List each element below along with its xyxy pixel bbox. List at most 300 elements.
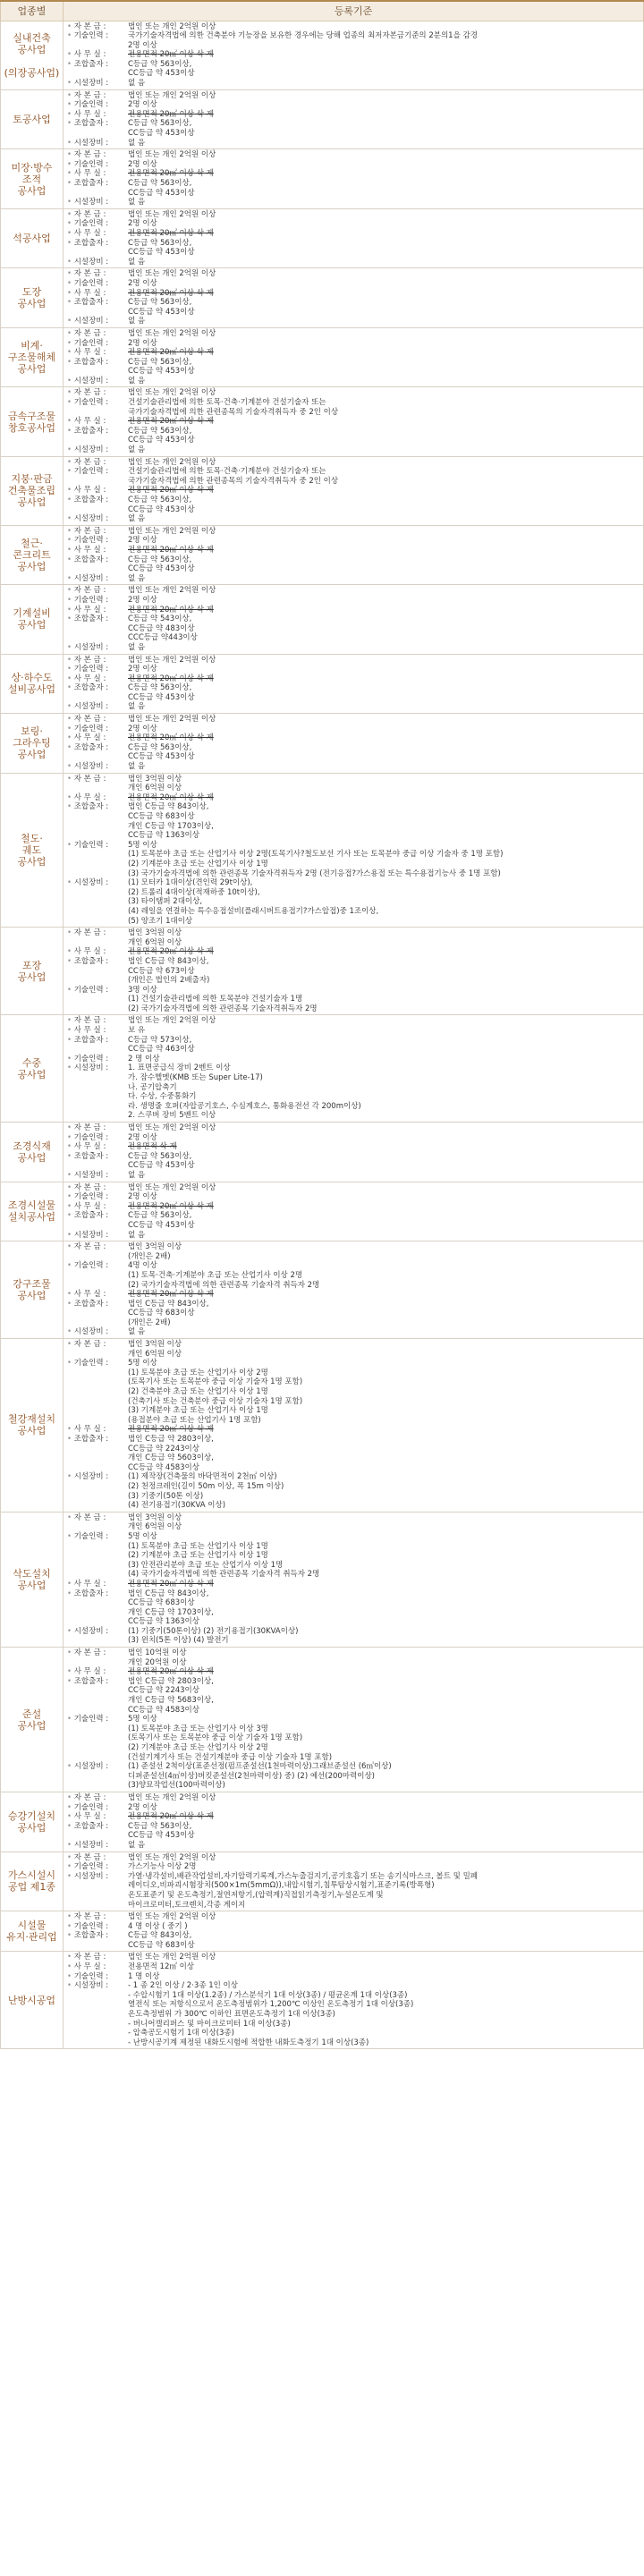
criteria-value: 없 음 bbox=[128, 376, 146, 386]
criteria-label: • 자 본 금 : bbox=[67, 91, 128, 101]
criteria-item bbox=[67, 1183, 640, 1193]
criteria-value: 법인 3억원 이상 개인 6억원 이상 bbox=[128, 1340, 182, 1359]
criteria-label: • 자 본 금 : bbox=[67, 269, 128, 279]
criteria-item bbox=[67, 1762, 640, 1791]
criteria-value: (1) 제작장(건축물의 바닥면적이 2천㎡ 이상) (2) 천정크레인(길이 50m 이상, 폭 15m 이상) (3) 기중기(50톤 이상) (4) 전기용접기(30KVA 이상) bbox=[128, 1472, 284, 1511]
criteria-value: 2명 이상 bbox=[128, 278, 157, 288]
table-row bbox=[1, 1123, 644, 1182]
table-row bbox=[1, 585, 644, 654]
criteria-item bbox=[67, 348, 640, 358]
criteria-item bbox=[67, 150, 640, 160]
criteria-label: • 시설장비 : bbox=[67, 198, 128, 208]
criteria-item bbox=[67, 1953, 640, 1962]
industry-name: 철강재설치 공사업 bbox=[1, 1339, 64, 1513]
criteria-cell bbox=[64, 1792, 644, 1852]
header-industry: 업종별 bbox=[1, 1, 64, 21]
criteria-value: 2명 이상 bbox=[128, 338, 157, 348]
criteria-cell bbox=[64, 1015, 644, 1123]
criteria-label: • 조합출자 : bbox=[67, 614, 128, 643]
criteria-item bbox=[67, 377, 640, 386]
criteria-value: 없 음 bbox=[128, 79, 146, 89]
criteria-value: 2명 이상 bbox=[128, 219, 157, 229]
table-row bbox=[1, 714, 644, 774]
criteria-item bbox=[67, 339, 640, 349]
criteria-item bbox=[67, 1359, 640, 1425]
criteria-cell bbox=[64, 714, 644, 774]
criteria-item bbox=[67, 1435, 640, 1472]
criteria-label: • 자 본 금 : bbox=[67, 388, 128, 398]
criteria-label: • 기술인력 : bbox=[67, 279, 128, 289]
criteria-value: 법인 또는 개인 2억원 이상 bbox=[128, 1852, 216, 1862]
criteria-label: • 조합출자 : bbox=[67, 358, 128, 377]
criteria-label: • 조합출자 : bbox=[67, 683, 128, 702]
criteria-item bbox=[67, 279, 640, 289]
criteria-label: • 사 무 실 : bbox=[67, 546, 128, 555]
criteria-label: • 기술인력 : bbox=[67, 1192, 128, 1202]
criteria-label: • 조합출자 : bbox=[67, 179, 128, 198]
table-body bbox=[1, 21, 644, 2049]
criteria-label: • 시설장비 : bbox=[67, 702, 128, 712]
criteria-value: 전용면적 20㎡ 이상 삭 제 bbox=[128, 228, 214, 238]
industry-name: 조경식재 공사업 bbox=[1, 1123, 64, 1182]
criteria-cell bbox=[64, 1512, 644, 1647]
criteria-item bbox=[67, 1580, 640, 1589]
criteria-item bbox=[67, 1677, 640, 1715]
criteria-item bbox=[67, 60, 640, 79]
table-row bbox=[1, 387, 644, 456]
criteria-label: • 사 무 실 : bbox=[67, 348, 128, 358]
criteria-label: • 시설장비 : bbox=[67, 1841, 128, 1851]
criteria-item bbox=[67, 1589, 640, 1627]
criteria-item bbox=[67, 878, 640, 926]
criteria-value: 3명 이상 (1) 건설기술관리법에 의한 토목분야 건설기술자 1명 (2) 국가기술자격법에 의한 관련종목 기술자격취득자 2명 bbox=[128, 985, 318, 1013]
table-row bbox=[1, 525, 644, 585]
criteria-value: 법인 C등급 약 2803이상, CC등급 약 2243이상 개인 C등급 약 5603이상, CC등급 약 4583이상 bbox=[128, 1435, 214, 1472]
criteria-value: 5명 이상 (1) 토목분야 초급 또는 산업기사 이상 1명 (2) 기계분야 초급 또는 산업기사 이상 1명 (3) 안전관리분야 초급 또는 산업기사 이상 1명 (4) 국가기술자격법에 의한 관련종목 기술자격 취득자 2명 bbox=[128, 1531, 320, 1580]
criteria-label: • 시설장비 : bbox=[67, 1981, 128, 2047]
criteria-item bbox=[67, 1036, 640, 1055]
industry-name: 미장·방수 조적 공사업 bbox=[1, 149, 64, 209]
criteria-label: • 시설장비 : bbox=[67, 445, 128, 455]
criteria-item bbox=[67, 1715, 640, 1762]
criteria-value: 법인 또는 개인 2억원 이상 bbox=[128, 328, 216, 338]
criteria-label: • 조합출자 : bbox=[67, 743, 128, 762]
criteria-value: C등급 약 573이상, CC등급 약 463이상 bbox=[128, 1035, 195, 1055]
criteria-label: • 기술인력 : bbox=[67, 1803, 128, 1813]
criteria-label: • 시설장비 : bbox=[67, 1627, 128, 1646]
industry-name: 토공사업 bbox=[1, 89, 64, 149]
criteria-value: 5명 이상 (1) 토목분야 초급 또는 산업기사 이상 3명 (토목기사 또는 토목분야 중급 이상 기술자 1명 포함) (2) 기계분야 초급 또는 산업기사 이상 2명 (건설기계기사 또는 건설기계분야 중급 이상 기술자 1명 포함) bbox=[128, 1715, 333, 1762]
criteria-item bbox=[67, 1133, 640, 1143]
criteria-item bbox=[67, 358, 640, 377]
criteria-label: • 사 무 실 : bbox=[67, 733, 128, 743]
criteria-item bbox=[67, 91, 640, 101]
criteria-label: • 기술인력 : bbox=[67, 596, 128, 606]
criteria-label: • 사 무 실 : bbox=[67, 417, 128, 427]
criteria-value: 법인 또는 개인 2억원 이상 bbox=[128, 655, 216, 665]
criteria-value: C등급 약 563이상, CC등급 약 453이상 bbox=[128, 496, 195, 514]
table-row bbox=[1, 149, 644, 209]
criteria-label: • 조합출자 : bbox=[67, 957, 128, 986]
criteria-value: 전용면적 20㎡ 이상 삭 제 bbox=[128, 674, 214, 683]
criteria-item bbox=[67, 119, 640, 138]
criteria-item bbox=[67, 496, 640, 514]
criteria-value: 2 명 이상 bbox=[128, 1054, 160, 1063]
criteria-item bbox=[67, 1340, 640, 1359]
criteria-label: • 자 본 금 : bbox=[67, 1123, 128, 1133]
criteria-item bbox=[67, 298, 640, 317]
criteria-value: (1) 기중기(50톤이상) (2) 전기용접기(30KVA이상) (3) 윈치(5톤 이상) (4) 발전기 bbox=[128, 1626, 299, 1646]
criteria-value: 법인 또는 개인 2억원 이상 bbox=[128, 457, 216, 467]
criteria-value: 국가기술자격법에 의한 건축분야 기능장을 보유한 경우에는 당해 업종의 최저자본금기준의 2분의1을 감경 2명 이상 bbox=[128, 31, 478, 50]
criteria-label: • 시설장비 : bbox=[67, 574, 128, 584]
industry-name: 준설 공사업 bbox=[1, 1648, 64, 1792]
criteria-value: 전용면적 20㎡ 이상 삭 제 bbox=[128, 1201, 214, 1211]
criteria-label: • 사 무 실 : bbox=[67, 169, 128, 179]
criteria-value: 전용면적 삭 제 bbox=[128, 1142, 177, 1152]
criteria-label: • 자 본 금 : bbox=[67, 527, 128, 537]
criteria-cell bbox=[64, 928, 644, 1015]
criteria-item bbox=[67, 1812, 640, 1822]
criteria-label: • 시설장비 : bbox=[67, 1231, 128, 1241]
criteria-value: 법인 또는 개인 2억원 이상 bbox=[128, 1792, 216, 1802]
criteria-value: 전용면적 20㎡ 이상 삭 제 bbox=[128, 50, 214, 60]
criteria-value: C등급 약 563이상, CC등급 약 453이상 bbox=[128, 179, 195, 198]
criteria-label: • 시설장비 : bbox=[67, 1872, 128, 1910]
criteria-value: 법인 또는 개인 2억원 이상 bbox=[128, 209, 216, 219]
criteria-value: C등급 약 563이상, CC등급 약 453이상 bbox=[128, 59, 195, 79]
criteria-item bbox=[67, 1300, 640, 1328]
criteria-value: C등급 약 563이상, CC등급 약 453이상 bbox=[128, 1211, 195, 1230]
criteria-value: 없 음 bbox=[128, 138, 146, 148]
criteria-label: • 시설장비 : bbox=[67, 1762, 128, 1791]
criteria-value: C등급 약 843이상, CC등급 약 683이상 bbox=[128, 1931, 195, 1950]
criteria-label: • 기술인력 : bbox=[67, 1261, 128, 1290]
criteria-label: • 자 본 금 : bbox=[67, 210, 128, 220]
criteria-item bbox=[67, 614, 640, 643]
criteria-value: C등급 약 563이상, CC등급 약 453이상 bbox=[128, 298, 195, 317]
criteria-item bbox=[67, 1026, 640, 1036]
criteria-value: 5명 이상 (1) 토목분야 초급 또는 산업기사 이상 2명(토목기사?철도보선 기사 또는 토목분야 중급 이상 기술자 중 1명 포함) (2) 기계분야 초급 또는 산업기사 이상 1명 (3) 국가기술자격법에 의한 관련종목 기술자격취득자 2명 (전기응접?가스용접 또는 특수용접기능사 중 1명 포함) bbox=[128, 840, 504, 878]
criteria-label: • 자 본 금 : bbox=[67, 22, 128, 32]
criteria-label: • 사 무 실 : bbox=[67, 289, 128, 299]
criteria-item bbox=[67, 1055, 640, 1064]
criteria-label: • 시설장비 : bbox=[67, 1063, 128, 1121]
criteria-label: • 기술인력 : bbox=[67, 398, 128, 417]
industry-name: 실내건축 공사업 (의장공사업) bbox=[1, 21, 64, 89]
criteria-cell bbox=[64, 327, 644, 387]
table-row bbox=[1, 1792, 644, 1852]
criteria-label: • 시설장비 : bbox=[67, 514, 128, 524]
criteria-label: • 기술인력 : bbox=[67, 100, 128, 110]
criteria-label: • 기술인력 : bbox=[67, 31, 128, 50]
criteria-item bbox=[67, 514, 640, 524]
criteria-cell bbox=[64, 1852, 644, 1911]
criteria-item bbox=[67, 398, 640, 417]
criteria-item bbox=[67, 1290, 640, 1300]
criteria-value: 법인 또는 개인 2억원 이상 bbox=[128, 269, 216, 279]
criteria-value: C등급 약 563이상, CC등급 약 453이상 bbox=[128, 742, 195, 762]
criteria-item bbox=[67, 536, 640, 546]
criteria-label: • 자 본 금 : bbox=[67, 1016, 128, 1026]
criteria-label: • 자 본 금 : bbox=[67, 150, 128, 160]
criteria-label: • 시설장비 : bbox=[67, 377, 128, 386]
criteria-label: • 시설장비 : bbox=[67, 1171, 128, 1181]
criteria-cell bbox=[64, 525, 644, 585]
criteria-value: 법인 C등급 약 843이상, CC등급 약 683이상 (개인은 2배) bbox=[128, 1299, 209, 1327]
criteria-value: 법인 또는 개인 2억원 이상 bbox=[128, 1016, 216, 1026]
criteria-item bbox=[67, 606, 640, 615]
criteria-item bbox=[67, 417, 640, 427]
industry-name: 수중 공사업 bbox=[1, 1015, 64, 1123]
criteria-value: 없 음 bbox=[128, 762, 146, 772]
criteria-item bbox=[67, 1803, 640, 1813]
criteria-cell bbox=[64, 585, 644, 654]
criteria-value: 2명 이상 bbox=[128, 595, 157, 605]
criteria-value: 법인 또는 개인 2억원 이상 bbox=[128, 1123, 216, 1132]
criteria-item bbox=[67, 1327, 640, 1337]
criteria-label: • 자 본 금 : bbox=[67, 1183, 128, 1193]
criteria-label: • 기술인력 : bbox=[67, 536, 128, 546]
criteria-label: • 조합출자 : bbox=[67, 1300, 128, 1328]
criteria-item bbox=[67, 1016, 640, 1026]
criteria-value: (1) 준설선 2척이상(표준선정(펌프준설선(1천마력이상)그래브준설선 (6㎥이상) 디퍼준설선(4㎥이상)버킷준설선(2천마력이상) 중) (2) 예선(200마력이상) (3)양묘작업선(100마력이상) bbox=[128, 1762, 392, 1791]
criteria-item bbox=[67, 546, 640, 555]
industry-name: 기계설비 공사업 bbox=[1, 585, 64, 654]
criteria-value: 법인 3억원 이상 개인 6억원 이상 bbox=[128, 774, 182, 793]
criteria-value: C등급 약 563이상, CC등급 약 453이상 bbox=[128, 1151, 195, 1171]
criteria-cell bbox=[64, 456, 644, 525]
criteria-value: - 1 종 2인 이상 / 2·3종 1인 이상 - 수압시험기 1대 이상(1.2종) / 가스분석기 1대 이상(3종) / 평균온계 1대 이상(3종) 열전식 또는 저항식으로서 온도측정범위가 1,200℃ 이상인 온도측정기 1대 이상(3종) 온도측정범위 가 300℃ 이하인 표면온도측정기 1대 이상(3종) - 버니어캘리퍼스 및 마이크로미터 1대 이상(3종) - 압축공도시험기 1대 이상(3종) - 난방시공기계 제정된 내화도시험에 적합한 내화도측정기 1대 이상(3종) bbox=[128, 1981, 414, 2047]
table-row bbox=[1, 268, 644, 328]
criteria-value: 5명 이상 (1) 토목분야 초급 또는 산업기사 이상 2명 (토목기사 또는 토목분야 중급 이상 기술자 1명 포함) (2) 건축분야 초급 또는 산업기사 이상 1명 (건축기사 또는 건축분야 중급 이상 기술자 1명 포함) (3) 기계분야 초급 또는 산업기사 이상 1명 (용접분야 초급 또는 산업기사 1명 포함) bbox=[128, 1359, 303, 1425]
criteria-cell bbox=[64, 1182, 644, 1241]
criteria-value: 법인 또는 개인 2억원 이상 bbox=[128, 388, 216, 398]
criteria-label: • 조합출자 : bbox=[67, 1152, 128, 1171]
table-row bbox=[1, 208, 644, 268]
criteria-label: • 조합출자 : bbox=[67, 1931, 128, 1950]
industry-name: 가스시설시 공업 제1종 bbox=[1, 1852, 64, 1911]
criteria-cell bbox=[64, 1648, 644, 1792]
criteria-label: • 자 본 금 : bbox=[67, 928, 128, 947]
criteria-value: 전용면적 20㎡ 이상 삭 제 bbox=[128, 792, 214, 802]
criteria-cell bbox=[64, 654, 644, 714]
table-row bbox=[1, 773, 644, 928]
criteria-item bbox=[67, 269, 640, 279]
criteria-label: • 자 본 금 : bbox=[67, 1513, 128, 1532]
criteria-value: 없 음 bbox=[128, 1327, 146, 1337]
criteria-item bbox=[67, 329, 640, 339]
table-row bbox=[1, 1512, 644, 1647]
table-row bbox=[1, 928, 644, 1015]
criteria-item bbox=[67, 1962, 640, 1972]
criteria-item bbox=[67, 802, 640, 840]
criteria-value: 법인 C등급 약 843이상, CC등급 약 673이상 (개인은 법인의 2배출자) bbox=[128, 956, 210, 986]
criteria-value: 법인 또는 개인 2억원 이상 bbox=[128, 1953, 216, 1962]
criteria-item bbox=[67, 1063, 640, 1121]
criteria-value: 없 음 bbox=[128, 514, 146, 524]
criteria-item bbox=[67, 427, 640, 445]
criteria-label: • 조합출자 : bbox=[67, 802, 128, 840]
criteria-item bbox=[67, 586, 640, 596]
criteria-label: • 사 무 실 : bbox=[67, 1962, 128, 1972]
criteria-item bbox=[67, 1841, 640, 1851]
criteria-label: • 사 무 실 : bbox=[67, 674, 128, 684]
table-row bbox=[1, 89, 644, 149]
criteria-item bbox=[67, 793, 640, 803]
criteria-cell bbox=[64, 1123, 644, 1182]
criteria-value: C등급 약 563이상, CC등급 약 453이상 bbox=[128, 683, 195, 702]
criteria-item bbox=[67, 445, 640, 455]
criteria-cell bbox=[64, 773, 644, 928]
criteria-label: • 기술인력 : bbox=[67, 1972, 128, 1982]
criteria-item bbox=[67, 1853, 640, 1863]
industry-name: 조경시설물 설치공사업 bbox=[1, 1182, 64, 1241]
criteria-value: 전용면적 20㎡ 이상 삭 제 bbox=[128, 417, 214, 427]
criteria-item bbox=[67, 1912, 640, 1922]
criteria-value: 2명 이상 bbox=[128, 1802, 157, 1812]
criteria-label: • 조합출자 : bbox=[67, 1211, 128, 1230]
table-row bbox=[1, 1015, 644, 1123]
criteria-item bbox=[67, 1627, 640, 1646]
criteria-item bbox=[67, 79, 640, 89]
criteria-item bbox=[67, 527, 640, 537]
criteria-item bbox=[67, 1202, 640, 1212]
criteria-label: • 기술인력 : bbox=[67, 1055, 128, 1064]
criteria-label: • 기술인력 : bbox=[67, 1532, 128, 1580]
criteria-value: 전용면적 20㎡ 이상 삭 제 bbox=[128, 1290, 214, 1300]
criteria-label: • 시설장비 : bbox=[67, 139, 128, 148]
criteria-label: • 사 무 실 : bbox=[67, 1142, 128, 1152]
criteria-value: C등급 약 543이상, CC등급 약 483이상 CCC등급 약443이상 bbox=[128, 614, 198, 643]
criteria-cell bbox=[64, 1911, 644, 1952]
criteria-label: • 시설장비 : bbox=[67, 643, 128, 653]
criteria-item bbox=[67, 1123, 640, 1133]
criteria-value: 보 유 bbox=[128, 1026, 146, 1036]
criteria-value: 법인 또는 개인 2억원 이상 bbox=[128, 150, 216, 160]
criteria-value: 법인 C등급 약 843이상, CC등급 약 683이상 개인 C등급 약 1703이상, CC등급 약 1363이상 bbox=[128, 1589, 214, 1627]
criteria-value: 2명 이상 bbox=[128, 1192, 157, 1202]
criteria-value: 전용면적 20㎡ 이상 삭 제 bbox=[128, 545, 214, 555]
criteria-item bbox=[67, 139, 640, 148]
table-row bbox=[1, 1648, 644, 1792]
criteria-item bbox=[67, 1532, 640, 1580]
criteria-value: C등급 약 563이상, CC등급 약 453이상 bbox=[128, 357, 195, 377]
criteria-value: 법인 3억원 이상 개인 6억원 이상 bbox=[128, 928, 182, 947]
criteria-label: • 시설장비 : bbox=[67, 762, 128, 772]
criteria-value: 없 음 bbox=[128, 1840, 146, 1850]
criteria-value: 가열·냉각설비,배관작업설비,자기압력기록계,가스누출검지기,공기호흡기 또는 송기식마스크, 볼트 및 밀폐 레이디오,비파괴시험장치(500×1m(5mmΩ)),내압시험기,침투탐상시험기,표준기록(방폭형) 온도표준기 및 온도측정기,절연저항기,(압력계)직접읽기측정기,누설온도계 및 마이크로미터,토크렌치,각종 게이지 bbox=[128, 1871, 479, 1910]
table-row bbox=[1, 1911, 644, 1952]
criteria-label: • 자 본 금 : bbox=[67, 715, 128, 724]
industry-name: 시설물 유지·관리업 bbox=[1, 1911, 64, 1952]
criteria-value: C등급 약 563이상, CC등급 약 453이상 bbox=[128, 555, 195, 574]
table-row bbox=[1, 21, 644, 89]
criteria-item bbox=[67, 702, 640, 712]
criteria-label: • 기술인력 : bbox=[67, 841, 128, 878]
criteria-value: 건설기술관리법에 의한 토목·건축·기계분야 건설기술자 또는 국가기술자격법에 의한 관련종목의 기술자격취득자 중 2인 이상 bbox=[128, 467, 339, 486]
criteria-value: 2명 이상 bbox=[128, 536, 157, 546]
criteria-label: • 기술인력 : bbox=[67, 1922, 128, 1932]
criteria-item bbox=[67, 1152, 640, 1171]
criteria-label: • 조합출자 : bbox=[67, 1677, 128, 1715]
criteria-label: • 기술인력 : bbox=[67, 724, 128, 734]
criteria-item bbox=[67, 1648, 640, 1667]
table-row bbox=[1, 327, 644, 387]
criteria-item bbox=[67, 1242, 640, 1261]
criteria-label: • 사 무 실 : bbox=[67, 110, 128, 120]
table-row bbox=[1, 654, 644, 714]
industry-name: 난방시공업 bbox=[1, 1952, 64, 2049]
criteria-value: 전용면적 20㎡ 이상 삭 제 bbox=[128, 1667, 214, 1677]
criteria-item bbox=[67, 1425, 640, 1435]
table-row bbox=[1, 456, 644, 525]
criteria-label: • 자 본 금 : bbox=[67, 1912, 128, 1922]
industry-name: 금속구조물 창호공사업 bbox=[1, 387, 64, 456]
criteria-value: 법인 또는 개인 2억원 이상 bbox=[128, 1912, 216, 1922]
criteria-item bbox=[67, 1192, 640, 1202]
criteria-item bbox=[67, 574, 640, 584]
criteria-label: • 자 본 금 : bbox=[67, 656, 128, 665]
criteria-value: 없 음 bbox=[128, 317, 146, 326]
criteria-item bbox=[67, 1513, 640, 1532]
criteria-value: (1) 모터카 1대이상(견인력 29t이상), (2) 트롤리 4대이상(적재하중 10t이상), (3) 타이탬퍼 2대이상, (4) 레일을 연결하는 특수응접설비(플래시버트용접기?가스압접)중 1조이상, (5) 양조기 1대이상 bbox=[128, 878, 379, 926]
criteria-item bbox=[67, 289, 640, 299]
criteria-label: • 자 본 금 : bbox=[67, 1242, 128, 1261]
criteria-item bbox=[67, 715, 640, 724]
industry-name: 철도· 궤도 공사업 bbox=[1, 773, 64, 928]
criteria-label: • 사 무 실 : bbox=[67, 1580, 128, 1589]
criteria-label: • 사 무 실 : bbox=[67, 1290, 128, 1300]
criteria-item bbox=[67, 1972, 640, 1982]
criteria-label: • 조합출자 : bbox=[67, 555, 128, 574]
criteria-value: 없 음 bbox=[128, 198, 146, 208]
criteria-item bbox=[67, 1261, 640, 1290]
criteria-label: • 시설장비 : bbox=[67, 1472, 128, 1510]
criteria-value: 2명 이상 bbox=[128, 159, 157, 169]
criteria-value: 전용면적 20㎡ 이상 삭 제 bbox=[128, 1579, 214, 1589]
criteria-value: 전용면적 20㎡ 이상 삭 제 bbox=[128, 605, 214, 614]
criteria-label: • 시설장비 : bbox=[67, 317, 128, 326]
criteria-label: • 사 무 실 : bbox=[67, 606, 128, 615]
industry-name: 포장 공사업 bbox=[1, 928, 64, 1015]
criteria-value: 없 음 bbox=[128, 445, 146, 455]
criteria-item bbox=[67, 210, 640, 220]
criteria-item bbox=[67, 743, 640, 762]
criteria-item bbox=[67, 1667, 640, 1677]
criteria-item bbox=[67, 179, 640, 198]
criteria-cell bbox=[64, 1952, 644, 2049]
criteria-label: • 시설장비 : bbox=[67, 79, 128, 89]
criteria-value: 2명 이상 bbox=[128, 100, 157, 110]
criteria-value: 가스기능사 이상 2명 bbox=[128, 1862, 197, 1872]
criteria-label: • 사 무 실 : bbox=[67, 793, 128, 803]
criteria-value: 전용면적 20㎡ 이상 삭 제 bbox=[128, 486, 214, 496]
criteria-label: • 기술인력 : bbox=[67, 1359, 128, 1425]
criteria-item bbox=[67, 986, 640, 1014]
criteria-item bbox=[67, 239, 640, 258]
criteria-label: • 자 본 금 : bbox=[67, 1340, 128, 1359]
criteria-label: • 사 무 실 : bbox=[67, 1202, 128, 1212]
criteria-item bbox=[67, 683, 640, 702]
industry-name: 강구조물 공사업 bbox=[1, 1241, 64, 1339]
criteria-value: C등급 약 563이상, CC등급 약 453이상 bbox=[128, 238, 195, 258]
criteria-label: • 자 본 금 : bbox=[67, 775, 128, 793]
criteria-label: • 기술인력 : bbox=[67, 1715, 128, 1762]
criteria-label: • 기술인력 : bbox=[67, 665, 128, 674]
criteria-label: • 기술인력 : bbox=[67, 1862, 128, 1872]
criteria-item bbox=[67, 947, 640, 957]
